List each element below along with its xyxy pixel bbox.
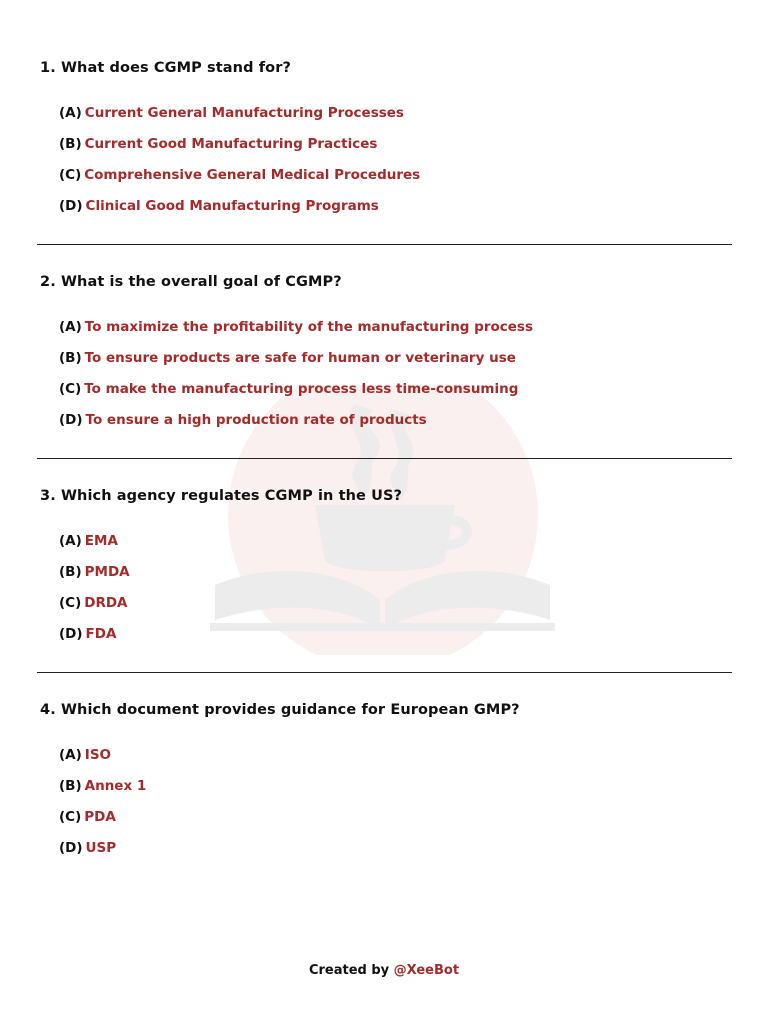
option-text: PDA — [84, 809, 116, 825]
option-text: EMA — [84, 533, 118, 549]
question-4 — [40, 701, 730, 870]
option-text: To maximize the profitability of the manufacturing process — [84, 319, 533, 335]
question-title: 3. Which agency regulates CGMP in the US? — [40, 488, 403, 504]
question-title: 2. What is the overall goal of CGMP? — [40, 274, 342, 290]
option-text: PMDA — [84, 564, 130, 580]
section-divider — [37, 244, 732, 245]
option-b[interactable] — [59, 135, 730, 166]
option-a[interactable] — [59, 532, 730, 563]
option-text: ISO — [84, 747, 112, 763]
footer-credit — [0, 963, 768, 978]
options-list — [40, 104, 730, 228]
option-letter: (C) — [59, 595, 82, 611]
option-text: FDA — [85, 626, 117, 642]
option-b[interactable] — [59, 777, 730, 808]
option-letter: (B) — [59, 136, 82, 152]
option-a[interactable] — [59, 104, 730, 135]
option-text: Annex 1 — [84, 778, 147, 794]
option-a[interactable] — [59, 318, 730, 349]
option-letter: (C) — [59, 809, 82, 825]
option-letter: (D) — [59, 198, 83, 214]
option-d[interactable] — [59, 411, 730, 442]
option-text: To ensure products are safe for human or veterinary use — [84, 350, 516, 366]
option-text: To make the manufacturing process less time-consuming — [84, 381, 519, 397]
option-letter: (C) — [59, 381, 82, 397]
options-list — [40, 318, 730, 442]
option-letter: (A) — [59, 319, 82, 335]
option-text: USP — [85, 840, 117, 856]
option-c[interactable] — [59, 380, 730, 411]
option-letter: (B) — [59, 564, 82, 580]
option-text: Current Good Manufacturing Practices — [84, 136, 378, 152]
option-c[interactable] — [59, 808, 730, 839]
option-letter: (D) — [59, 840, 83, 856]
option-letter: (D) — [59, 626, 83, 642]
option-letter: (A) — [59, 533, 82, 549]
question-2 — [40, 273, 730, 442]
option-text: Comprehensive General Medical Procedures — [84, 167, 421, 183]
option-text: Clinical Good Manufacturing Programs — [85, 198, 379, 214]
option-text: To ensure a high production rate of products — [85, 412, 427, 428]
question-title: 1. What does CGMP stand for? — [40, 60, 291, 76]
section-divider — [37, 458, 732, 459]
option-letter: (A) — [59, 747, 82, 763]
option-text: DRDA — [84, 595, 128, 611]
option-letter: (B) — [59, 350, 82, 366]
option-letter: (B) — [59, 778, 82, 794]
question-title: 4. Which document provides guidance for European GMP? — [40, 702, 520, 718]
footer-handle-link[interactable]: @XeeBot — [393, 963, 460, 978]
options-list — [40, 532, 730, 656]
option-text: Current General Manufacturing Processes — [84, 105, 404, 121]
option-c[interactable] — [59, 594, 730, 625]
footer-prefix: Created by — [308, 963, 390, 978]
option-letter: (A) — [59, 105, 82, 121]
option-b[interactable] — [59, 349, 730, 380]
option-letter: (D) — [59, 412, 83, 428]
option-letter: (C) — [59, 167, 82, 183]
option-d[interactable] — [59, 625, 730, 656]
option-b[interactable] — [59, 563, 730, 594]
question-3 — [40, 487, 730, 656]
option-a[interactable] — [59, 746, 730, 777]
option-d[interactable] — [59, 839, 730, 870]
section-divider — [37, 672, 732, 673]
option-d[interactable] — [59, 197, 730, 228]
question-1 — [40, 59, 730, 228]
options-list — [40, 746, 730, 870]
option-c[interactable] — [59, 166, 730, 197]
